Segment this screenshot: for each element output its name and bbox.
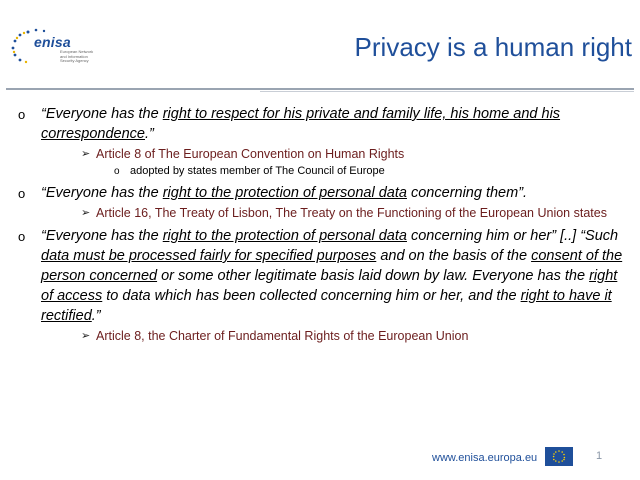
title-divider-secondary: [260, 91, 634, 92]
source-citation: [0, 328, 640, 345]
underlined-phrase: right to the protection of personal data: [162, 228, 407, 244]
circle-bullet-icon: o: [18, 229, 26, 244]
title-divider: [6, 88, 634, 90]
quote-text: “Everyone has the: [41, 228, 163, 244]
citation-note: [0, 164, 640, 179]
citation-text: Article 8 of The European Convention on Human Rights: [96, 147, 405, 161]
bullet-list: [0, 104, 640, 345]
citation-note-text: adopted by states member of The Council of Europe: [130, 165, 385, 177]
underlined-phrase: data must be processed fairly for specified purposes: [41, 248, 377, 264]
citation-text: Article 16, The Treaty of Lisbon, The Treaty on the Functioning of the European Union states: [96, 206, 607, 220]
bullet-item: [0, 104, 640, 144]
enisa-logo: [6, 22, 96, 72]
circle-bullet-icon: o: [114, 166, 120, 177]
underlined-phrase: right to respect for his private and family life, his home and his correspondence: [41, 106, 561, 142]
quote-text: concerning him or her” [..] “Such: [406, 228, 619, 244]
bullet-item: [0, 226, 640, 326]
source-citation: [0, 146, 640, 163]
footer-url[interactable]: www.enisa.europa.eu: [432, 452, 538, 464]
underlined-phrase: right to the protection of personal data: [162, 185, 407, 201]
quote-text: “Everyone has the: [41, 185, 163, 201]
eu-flag-icon: [545, 447, 573, 466]
underlined-phrase: right to have it rectified: [41, 288, 612, 324]
underlined-phrase: right of access: [41, 268, 618, 304]
quote-text: .”: [91, 308, 101, 324]
quote-text: concerning them”.: [406, 185, 528, 201]
quote-text: or some other legitimate basis laid down by law. Everyone has the: [157, 268, 590, 284]
circle-bullet-icon: o: [18, 107, 26, 122]
page-title: Privacy is a human right: [354, 32, 632, 62]
page-number: 1: [596, 450, 603, 462]
bullet-item: [0, 183, 640, 203]
quote-text: to data which has been collected concerning him or her, and the: [102, 288, 521, 304]
logo-wordmark: enisa: [34, 34, 71, 50]
citation-text: Article 8, the Charter of Fundamental Rights of the European Union: [96, 329, 469, 343]
arrow-bullet-icon: ➢: [81, 207, 91, 219]
arrow-bullet-icon: ➢: [81, 330, 91, 342]
source-citation: [0, 205, 640, 222]
quote-text: “Everyone has the: [41, 106, 163, 122]
quote-text: and on the basis of the: [376, 248, 532, 264]
quote-text: .”: [145, 126, 154, 142]
logo-subtitle: European Network and Information Security Agency: [60, 49, 94, 64]
underlined-phrase: consent of the person concerned: [41, 248, 623, 284]
circle-bullet-icon: o: [18, 186, 26, 201]
arrow-bullet-icon: ➢: [81, 148, 91, 160]
